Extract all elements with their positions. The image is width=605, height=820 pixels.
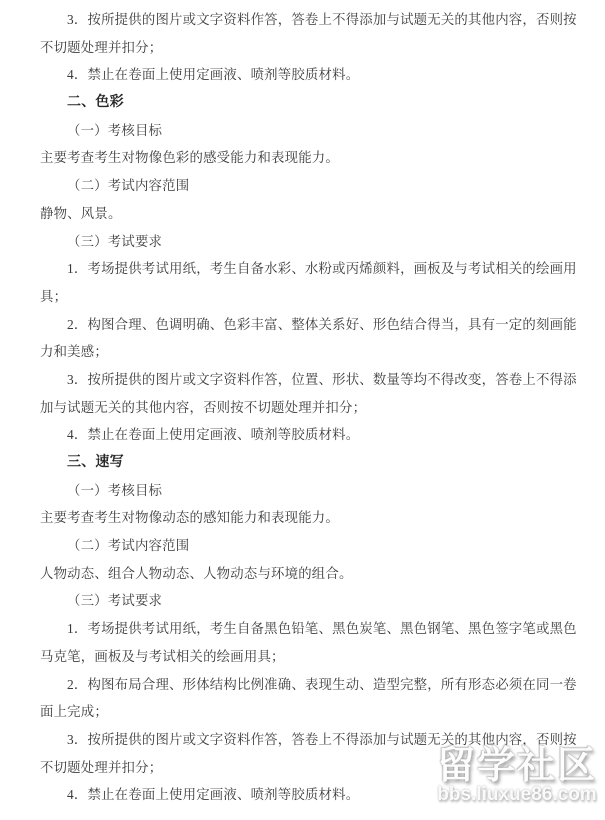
doc-line: 3．按所提供的图片或文字资料作答，答卷上不得添加与试题无关的其他内容，否则按 [67,731,577,747]
section-heading-sketch: 三、速写 [67,455,124,470]
watermark-site-name: 留学社区 [436,745,597,787]
doc-line: 加与试题无关的其他内容，否则按不切题处理并扣分； [40,399,367,415]
doc-line: 4．禁止在卷面上使用定画液、喷剂等胶质材料。 [67,427,360,443]
doc-line: 3．按所提供的图片或文字资料作答，答卷上不得添加与试题无关的其他内容，否则按 [67,12,577,27]
doc-line: 人物动态、组合人物动态、人物动态与环境的组合。 [40,565,353,581]
doc-subheading: （三）考试要求 [67,593,163,609]
doc-line: 主要考查考生对物像动态的感知能力和表现能力。 [40,510,339,526]
doc-line: 面上完成； [40,704,108,720]
doc-subheading: （二）考试内容范围 [67,538,190,554]
doc-line: 2．构图布局合理、形体结构比例准确、表现生动、造型完整，所有形态必须在同一卷 [67,676,577,692]
doc-line: 2．构图合理、色调明确、色彩丰富、整体关系好、形色结合得当，具有一定的刻画能 [67,316,577,332]
section-heading-color: 二、色彩 [67,95,124,111]
doc-line: 力和美感； [40,344,108,360]
doc-line: 具； [40,288,68,304]
doc-subheading: （三）考试要求 [67,233,163,249]
doc-subheading: （一）考核目标 [67,482,163,498]
doc-line: 1．考场提供考试用纸，考生自备黑色铅笔、黑色炭笔、黑色钢笔、黑色签字笔或黑色 [67,621,577,637]
doc-line: 3．按所提供的图片或文字资料作答，位置、形状、数量等均不得改变，答卷上不得添 [67,371,577,387]
watermark-site-url: bbs.liuxue86.com [437,784,597,805]
document-page [40,6,577,809]
doc-subheading: （二）考试内容范围 [67,178,190,194]
doc-line: 4．禁止在卷面上使用定画液、喷剂等胶质材料。 [67,787,360,803]
doc-line: 4．禁止在卷面上使用定画液、喷剂等胶质材料。 [67,67,360,83]
doc-line: 不切题处理并扣分； [40,39,163,55]
doc-line: 马克笔，画板及与考试相关的绘画用具； [40,648,285,664]
doc-line: 1．考场提供考试用纸，考生自备水彩、水粉或丙烯颜料，画板及与考试相关的绘画用 [67,261,577,277]
doc-line: 不切题处理并扣分； [40,759,163,775]
doc-line: 静物、风景。 [40,205,122,221]
doc-line: 主要考查考生对物像色彩的感受能力和表现能力。 [40,150,339,166]
doc-subheading: （一）考核目标 [67,122,163,138]
